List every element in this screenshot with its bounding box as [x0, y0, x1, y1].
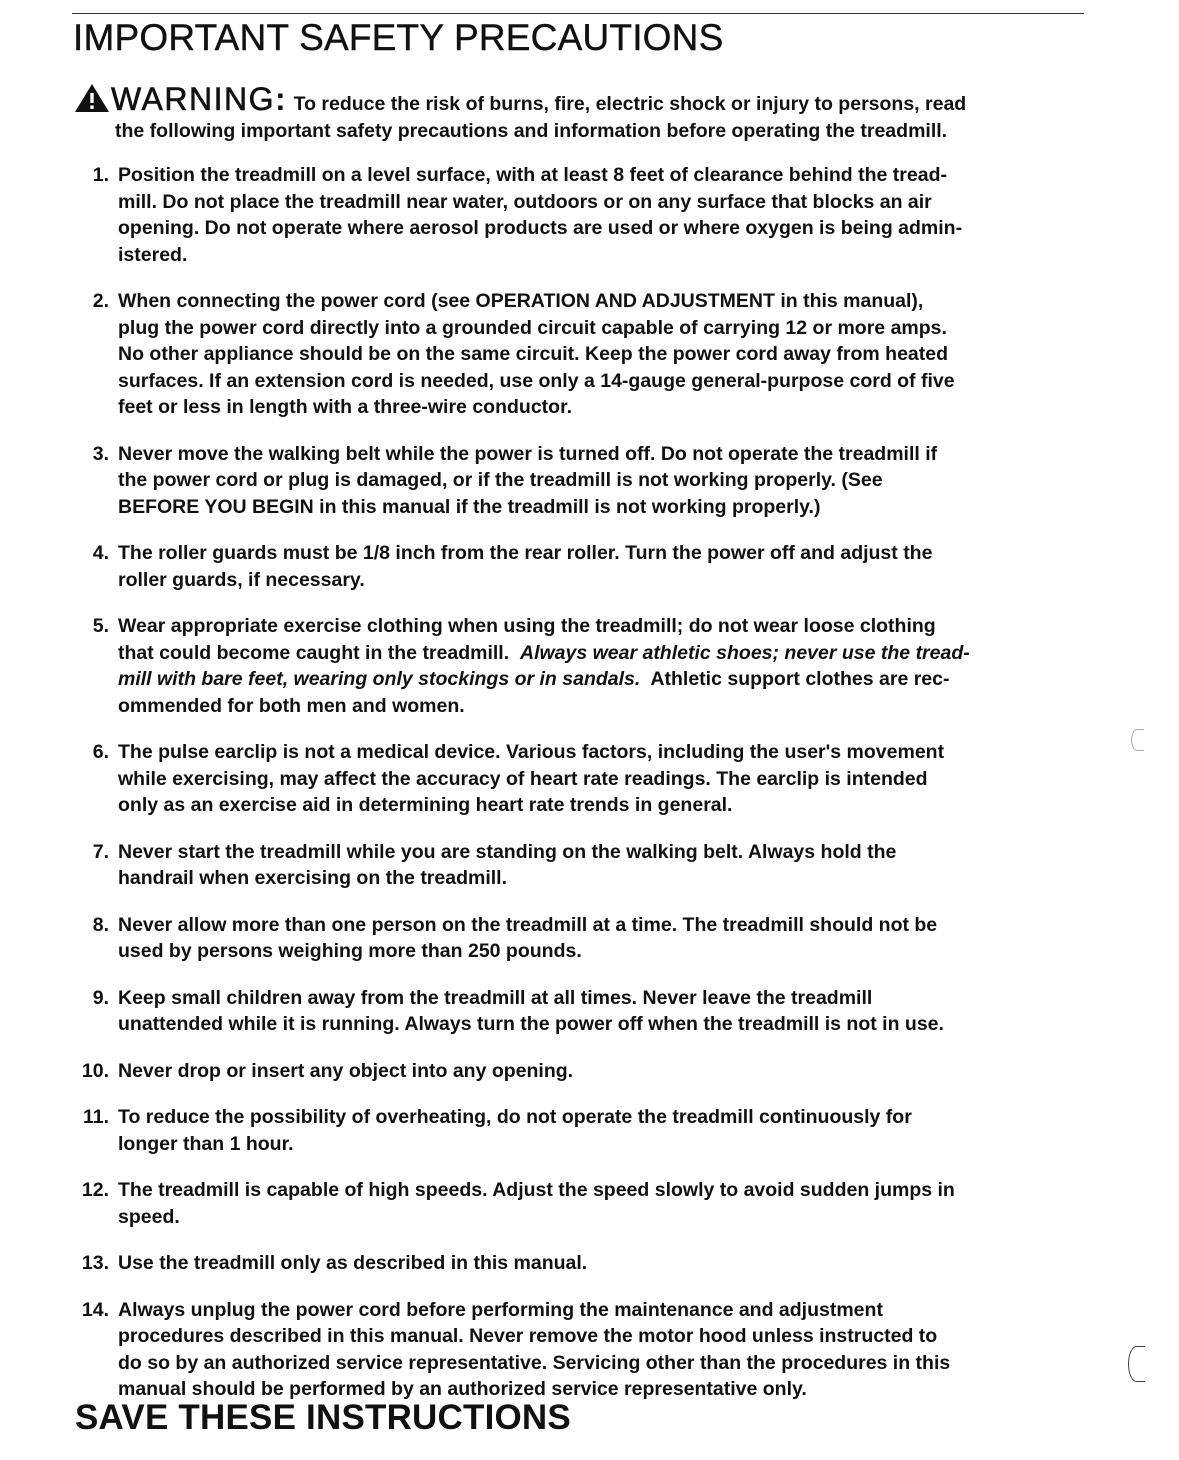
item-number: 13. — [81, 1252, 109, 1274]
list-item — [72, 839, 1092, 892]
list-item — [72, 288, 1092, 421]
item-line: manual should be performed by an authorized service representative only. — [118, 1378, 807, 1400]
item-line: The roller guards must be 1/8 inch from the rear roller. Turn the power off and adjust the — [118, 542, 933, 564]
list-item — [72, 1177, 1092, 1230]
list-item — [72, 441, 1092, 521]
list-item — [72, 162, 1092, 268]
list-item — [72, 613, 1092, 719]
item-line: that could become caught in the treadmill. — [118, 641, 510, 664]
item-line: feet or less in length with a three-wire conductor. — [118, 396, 572, 418]
warning-text: To reduce the risk of burns, fire, electric shock or injury to persons, read — [293, 93, 967, 115]
item-line: roller guards, if necessary. — [118, 568, 365, 591]
item-line: opening. Do not operate where aerosol products are used or where oxygen is being admin- — [118, 217, 963, 239]
item-number: 11. — [82, 1106, 109, 1128]
list-item — [72, 985, 1092, 1038]
item-line: only as an exercise aid in determining heart rate trends in general. — [118, 794, 733, 816]
list-item — [72, 540, 1092, 593]
list-item — [72, 1297, 1092, 1403]
binder-hole-mark — [1128, 1346, 1145, 1382]
list-item — [72, 912, 1092, 965]
item-line: Athletic support clothes are rec- — [650, 668, 950, 690]
item-number: 4. — [92, 542, 109, 564]
item-number: 2. — [92, 290, 109, 312]
warning-triangle-icon — [74, 83, 110, 113]
item-line: procedures described in this manual. Never remove the motor hood unless instructed to — [118, 1325, 938, 1347]
item-line: Never allow more than one person on the treadmill at a time. The treadmill should not be — [118, 913, 938, 936]
item-line: used by persons weighing more than 250 pounds. — [118, 940, 582, 962]
binder-hole-mark — [1131, 729, 1144, 751]
item-line: unattended while it is running. Always turn the power off when the treadmill is not in use. — [118, 1013, 944, 1035]
item-line: the power cord or plug is damaged, or if the treadmill is not working properly. (See — [118, 469, 883, 491]
item-line: Use the treadmill only as described in this manual. — [118, 1252, 588, 1274]
item-number: 6. — [92, 741, 109, 763]
item-number: 9. — [92, 986, 109, 1009]
item-line: The pulse earclip is not a medical device. Various factors, including the user's movement — [118, 741, 945, 763]
list-item — [72, 1104, 1092, 1157]
item-line-italic: Always wear athletic shoes; never use the tread- — [519, 641, 970, 664]
footer-title: SAVE THESE INSTRUCTIONS — [75, 1398, 571, 1437]
list-item — [72, 739, 1092, 819]
list-item — [72, 1250, 1092, 1277]
item-number: 10. — [81, 1059, 109, 1082]
item-line: The treadmill is capable of high speeds. Adjust the speed slowly to avoid sudden jumps in — [118, 1179, 955, 1201]
item-line: Never move the walking belt while the power is turned off. Do not operate the treadmill if — [118, 442, 938, 465]
item-line: istered. — [118, 243, 188, 266]
item-line: ommended for both men and women. — [118, 694, 465, 717]
item-line: Never start the treadmill while you are standing on the walking belt. Always hold the — [118, 840, 897, 863]
item-number: 12. — [81, 1179, 109, 1201]
item-number: 8. — [92, 913, 109, 936]
item-line: speed. — [118, 1205, 180, 1228]
warning-line — [74, 80, 1094, 118]
item-line: Position the treadmill on a level surface, with at least 8 feet of clearance behind the tread- — [118, 164, 947, 186]
item-line: surfaces. If an extension cord is needed, use only a 14-gauge general-purpose cord of five — [118, 369, 955, 392]
list-item — [72, 1058, 1092, 1085]
item-line: No other appliance should be on the same circuit. Keep the power cord away from heated — [118, 343, 949, 365]
item-line: longer than 1 hour. — [118, 1132, 294, 1155]
item-line: Always unplug the power cord before performing the maintenance and adjustment — [118, 1298, 883, 1321]
item-line: do so by an authorized service representative. Servicing other than the procedures in this — [118, 1351, 951, 1374]
item-number: 5. — [92, 615, 109, 637]
page-title: IMPORTANT SAFETY PRECAUTIONS — [73, 17, 724, 58]
item-line: handrail when exercising on the treadmill. — [118, 867, 508, 889]
item-number: 7. — [92, 840, 109, 863]
precautions-list — [72, 162, 1092, 1423]
item-line-italic: mill with bare feet, wearing only stockings or in sandals. — [118, 668, 641, 690]
item-line: mill. Do not place the treadmill near water, outdoors or on any surface that blocks an air — [118, 190, 932, 213]
warning-text-continued: the following important safety precautions and information before operating the treadmill. — [115, 120, 948, 142]
warning-colon: : — [274, 81, 286, 117]
item-line: To reduce the possibility of overheating, do not operate the treadmill continuously for — [118, 1106, 912, 1128]
warning-word: WARNING — [111, 81, 275, 117]
item-line: while exercising, may affect the accuracy of heart rate readings. The earclip is intended — [118, 767, 928, 790]
item-line: plug the power cord directly into a grounded circuit capable of carrying 12 or more amps. — [118, 316, 947, 339]
item-number: 14. — [81, 1298, 109, 1321]
item-line: When connecting the power cord (see OPERATION AND ADJUSTMENT in this manual), — [118, 290, 924, 312]
item-line: BEFORE YOU BEGIN in this manual if the treadmill is not working properly.) — [118, 495, 821, 518]
item-number: 3. — [92, 442, 109, 465]
item-number: 1. — [92, 164, 109, 186]
top-rule — [72, 13, 1084, 14]
warning-block — [74, 80, 1094, 143]
item-line: Wear appropriate exercise clothing when using the treadmill; do not wear loose clothing — [118, 615, 936, 637]
item-line: Keep small children away from the treadmill at all times. Never leave the treadmill — [118, 986, 873, 1009]
item-line: Never drop or insert any object into any opening. — [118, 1059, 574, 1082]
